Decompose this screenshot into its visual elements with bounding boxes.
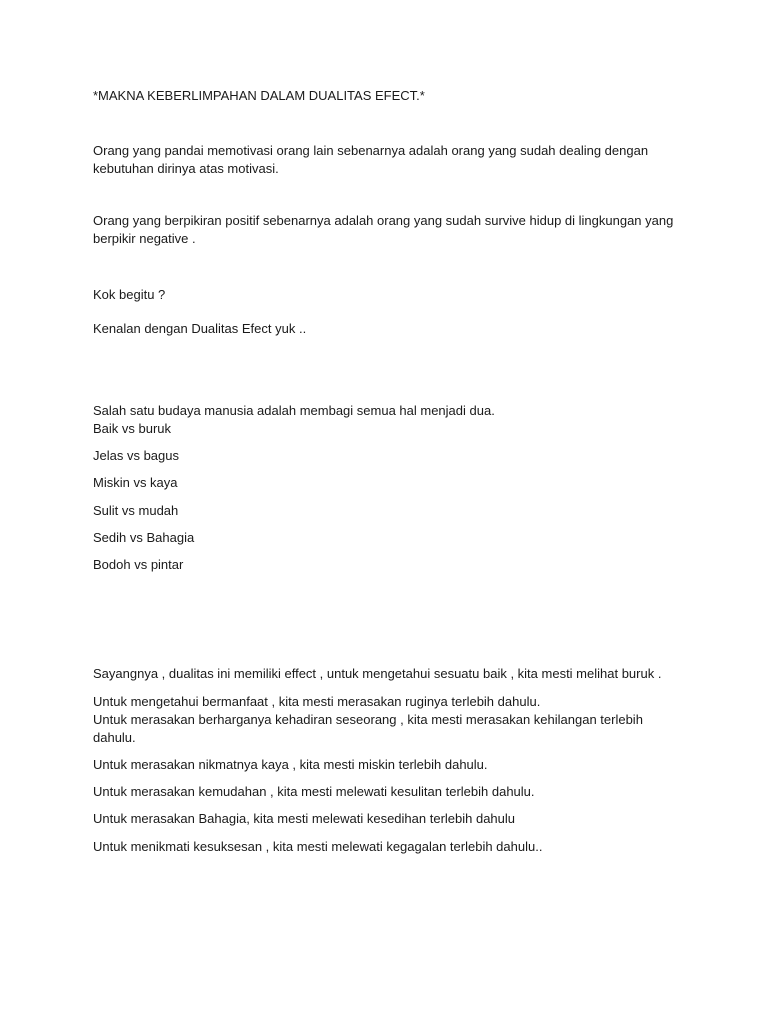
example-happiness: Untuk merasakan Bahagia, kita mesti melewati kesedihan terlebih dahulu [93, 811, 516, 826]
example-ease: Untuk merasakan kemudahan , kita mesti melewati kesulitan terlebih dahulu. [93, 784, 535, 799]
example-success: Untuk menikmati kesuksesan , kita mesti melewati kegagalan terlebih dahulu.. [93, 839, 543, 854]
duality-intro-text: Salah satu budaya manusia adalah membagi semua hal menjadi dua. [93, 403, 495, 418]
question-text: Kok begitu ? [93, 287, 166, 302]
duality-pair: Bodoh vs pintar [93, 557, 184, 572]
example-presence-line-1: Untuk merasakan berharganya kehadiran seseorang , kita mesti merasakan kehilangan terlebih [93, 712, 643, 727]
example-benefit: Untuk mengetahui bermanfaat , kita mesti merasakan ruginya terlebih dahulu. [93, 694, 541, 709]
paragraph-1-line-2: kebutuhan dirinya atas motivasi. [93, 161, 279, 176]
duality-pair: Miskin vs kaya [93, 475, 178, 490]
duality-pair: Sedih vs Bahagia [93, 530, 195, 545]
document-title: *MAKNA KEBERLIMPAHAN DALAM DUALITAS EFECT.* [93, 88, 425, 103]
effect-intro-text: Sayangnya , dualitas ini memiliki effect , untuk mengetahui sesuatu baik , kita mesti melihat buruk . [93, 666, 662, 681]
paragraph-2-line-2: berpikir negative . [93, 231, 196, 246]
intro-text: Kenalan dengan Dualitas Efect yuk .. [93, 321, 307, 336]
duality-pair: Jelas vs bagus [93, 448, 179, 463]
duality-pair: Sulit vs mudah [93, 503, 179, 518]
example-presence-line-2: dahulu. [93, 730, 136, 745]
duality-pair: Baik vs buruk [93, 421, 172, 436]
paragraph-2-line-1: Orang yang berpikiran positif sebenarnya adalah orang yang sudah survive hidup di lingkungan yang [93, 213, 674, 228]
example-wealth: Untuk merasakan nikmatnya kaya , kita mesti miskin terlebih dahulu. [93, 757, 488, 772]
paragraph-1-line-1: Orang yang pandai memotivasi orang lain sebenarnya adalah orang yang sudah dealing dengan [93, 143, 649, 158]
